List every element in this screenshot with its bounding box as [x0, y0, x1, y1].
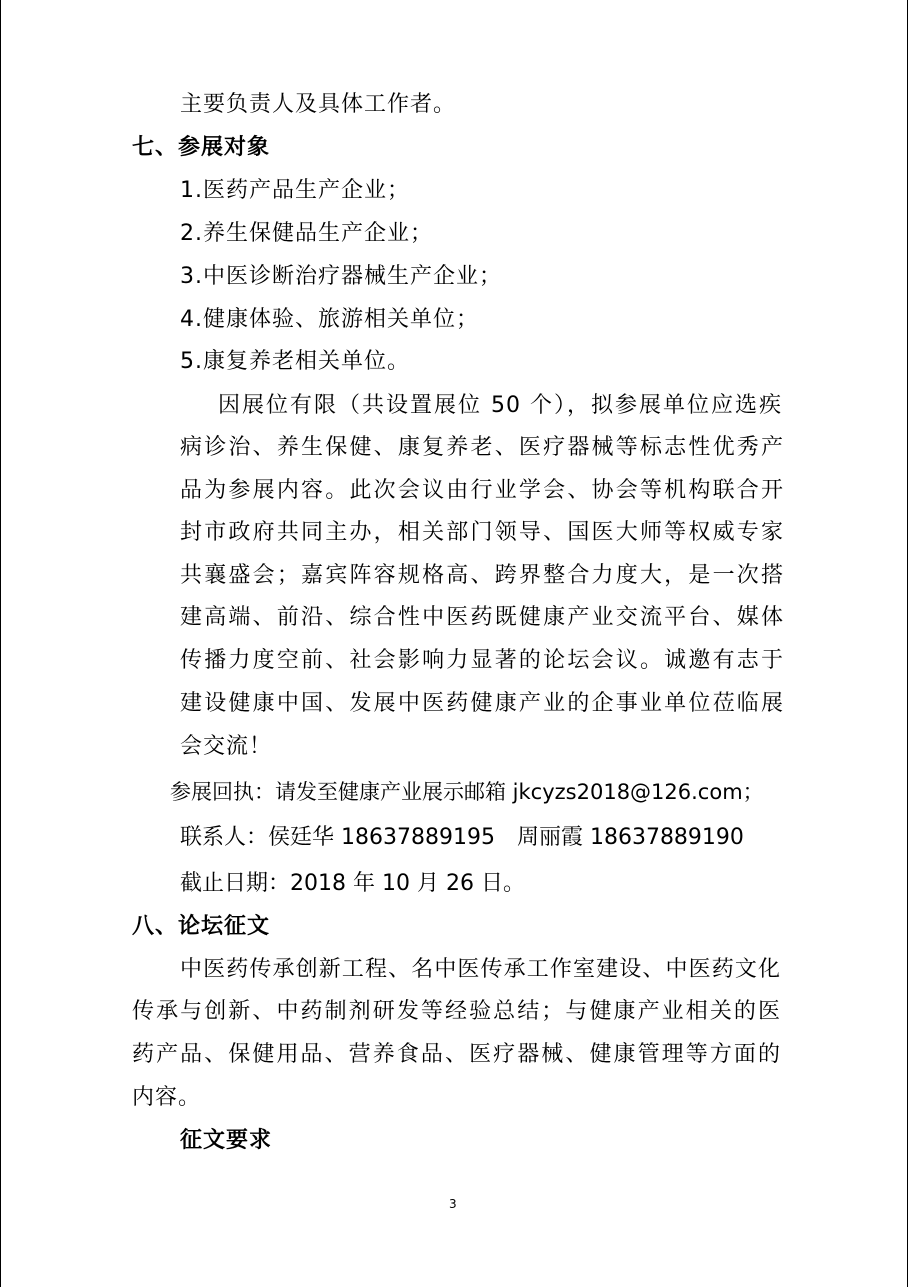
paragraph-line: 品为参展内容。此次会议由行业学会、协会等机构联合开 — [180, 478, 784, 503]
list-item: 2.养生保健品生产企业； — [180, 221, 433, 246]
reply-email-line: 参展回执：请发至健康产业展示邮箱 jkcyzs2018@126.com； — [170, 780, 764, 804]
list-item: 5.康复养老相关单位。 — [180, 349, 410, 374]
paragraph-line: 建设健康中国、发展中医药健康产业的企事业单位莅临展 — [180, 691, 784, 716]
list-item: 3.中医诊断治疗器械生产企业； — [180, 264, 502, 289]
paragraph-line: 因展位有限（共设置展位 50 个），拟参展单位应选疾 — [218, 393, 782, 418]
paragraph-line: 传承与创新、中药制剂研发等经验总结；与健康产业相关的医 — [132, 999, 780, 1024]
section-7-heading: 七、参展对象 — [132, 135, 271, 160]
essay-requirements-subheading: 征文要求 — [180, 1128, 273, 1153]
paragraph-line: 封市政府共同主办，相关部门领导、国医大师等权威专家 — [180, 520, 784, 545]
deadline-line: 截止日期：2018 年 10 月 26 日。 — [180, 871, 525, 896]
page-number: 3 — [449, 1197, 457, 1211]
paragraph-line: 内容。 — [132, 1085, 202, 1110]
section-8-heading: 八、论坛征文 — [132, 914, 271, 939]
paragraph-line: 病诊治、养生保健、康复养老、医疗器械等标志性优秀产 — [180, 435, 784, 460]
paragraph-line: 共襄盛会；嘉宾阵容规格高、跨界整合力度大，是一次搭 — [180, 563, 784, 588]
list-item: 1.医药产品生产企业； — [180, 178, 410, 203]
continuation-text: 主要负责人及具体工作者。 — [180, 92, 457, 117]
paragraph-line: 中医药传承创新工程、名中医传承工作室建设、中医药文化 — [180, 957, 780, 982]
paragraph-line: 药产品、保健用品、营养食品、医疗器械、健康管理等方面的 — [132, 1042, 780, 1067]
list-item: 4.健康体验、旅游相关单位； — [180, 307, 479, 332]
paragraph-line: 传播力度空前、社会影响力显著的论坛会议。诚邀有志于 — [180, 648, 784, 673]
contact-line: 联系人：侯廷华 18637889195 周丽霞 18637889190 — [180, 825, 744, 850]
paragraph-line: 会交流！ — [180, 734, 273, 759]
paragraph-line: 建高端、前沿、综合性中医药既健康产业交流平台、媒体 — [180, 605, 784, 630]
